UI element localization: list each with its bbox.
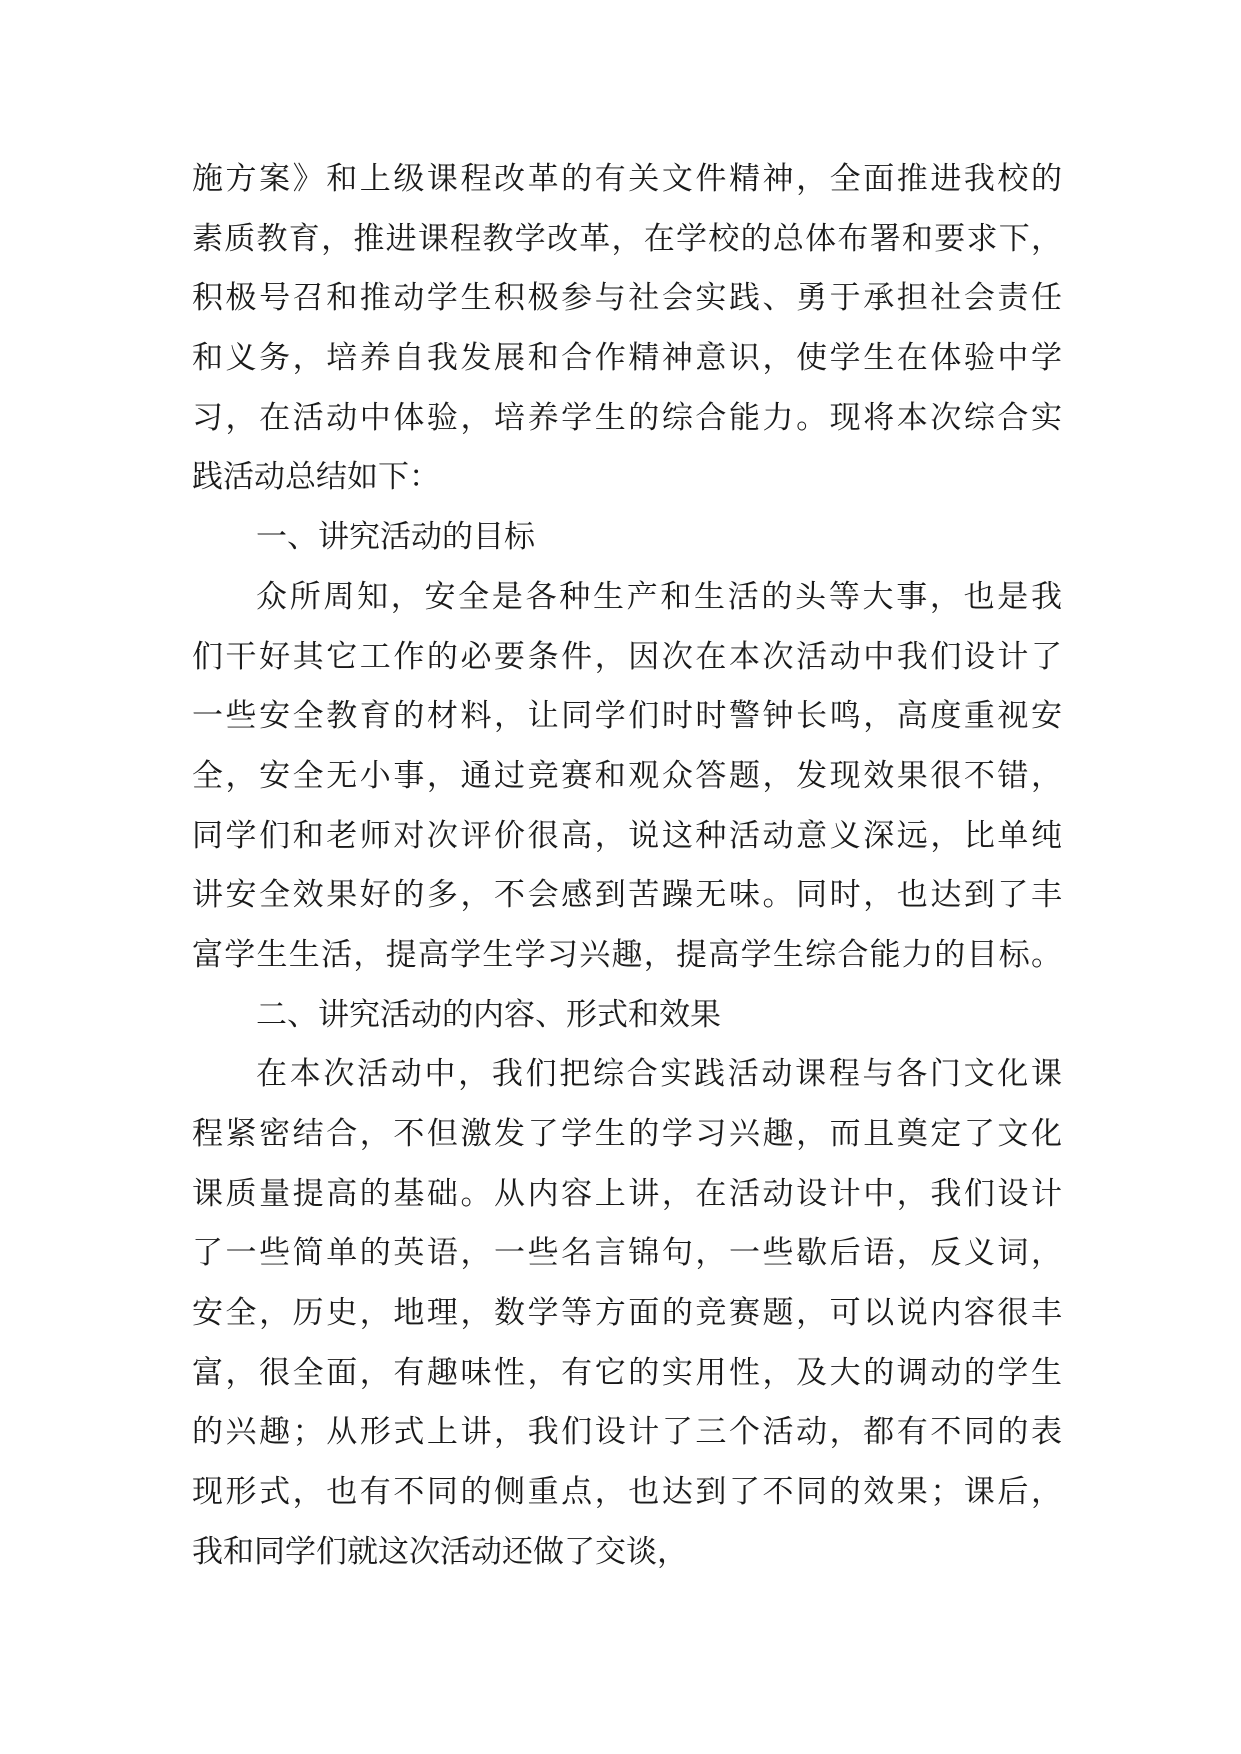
text-line: 众所周知，安全是各种生产和生活的头等大事，也是我 (256, 578, 1062, 615)
heading-text: 一、讲究活动的目标 (256, 519, 535, 556)
document-body (192, 150, 1062, 1583)
text-line: 同学们和老师对次评价很高，说这种活动意义深远，比单纯 (192, 817, 1062, 854)
section-heading-goals (192, 508, 1062, 568)
text-line: 安全，历史，地理，数学等方面的竞赛题，可以说内容很丰 (192, 1295, 1062, 1332)
heading-text: 二、讲究活动的内容、形式和效果 (256, 996, 721, 1033)
text-line: 素质教育，推进课程教学改革，在学校的总体布署和要求下， (192, 220, 1062, 257)
text-line: 和义务，培养自我发展和合作精神意识，使学生在体验中学 (192, 340, 1062, 377)
text-line: 们干好其它工作的必要条件，因次在本次活动中我们设计了 (192, 638, 1062, 675)
text-line: 了一些简单的英语，一些名言锦句，一些歇后语，反义词， (192, 1235, 1062, 1272)
text-line: 一些安全教育的材料，让同学们时时警钟长鸣，高度重视安 (192, 698, 1062, 735)
text-line: 积极号召和推动学生积极参与社会实践、勇于承担社会责任 (192, 280, 1062, 317)
text-line: 的兴趣；从形式上讲，我们设计了三个活动，都有不同的表 (192, 1414, 1062, 1451)
paragraph-intro (192, 150, 1062, 508)
paragraph-content (192, 1045, 1062, 1582)
text-line: 富，很全面，有趣味性，有它的实用性，及大的调动的学生 (192, 1354, 1062, 1391)
text-line: 践活动总结如下： (192, 459, 440, 496)
text-line: 全，安全无小事，通过竞赛和观众答题，发现效果很不错， (192, 757, 1062, 794)
text-line: 我和同学们就这次活动还做了交谈， (192, 1533, 688, 1570)
text-line: 在本次活动中，我们把综合实践活动课程与各门文化课 (256, 1056, 1062, 1093)
text-line: 富学生生活，提高学生学习兴趣，提高学生综合能力的目标。 (192, 936, 1062, 973)
text-line: 现形式，也有不同的侧重点，也达到了不同的效果；课后， (192, 1474, 1062, 1511)
section-heading-content (192, 986, 1062, 1046)
paragraph-goals (192, 568, 1062, 986)
text-line: 课质量提高的基础。从内容上讲，在活动设计中，我们设计 (192, 1175, 1062, 1212)
text-line: 习，在活动中体验，培养学生的综合能力。现将本次综合实 (192, 399, 1062, 436)
text-line: 讲安全效果好的多，不会感到苦躁无味。同时，也达到了丰 (192, 877, 1062, 914)
text-line: 施方案》和上级课程改革的有关文件精神，全面推进我校的 (192, 161, 1062, 197)
text-line: 程紧密结合，不但激发了学生的学习兴趣，而且奠定了文化 (192, 1116, 1062, 1152)
